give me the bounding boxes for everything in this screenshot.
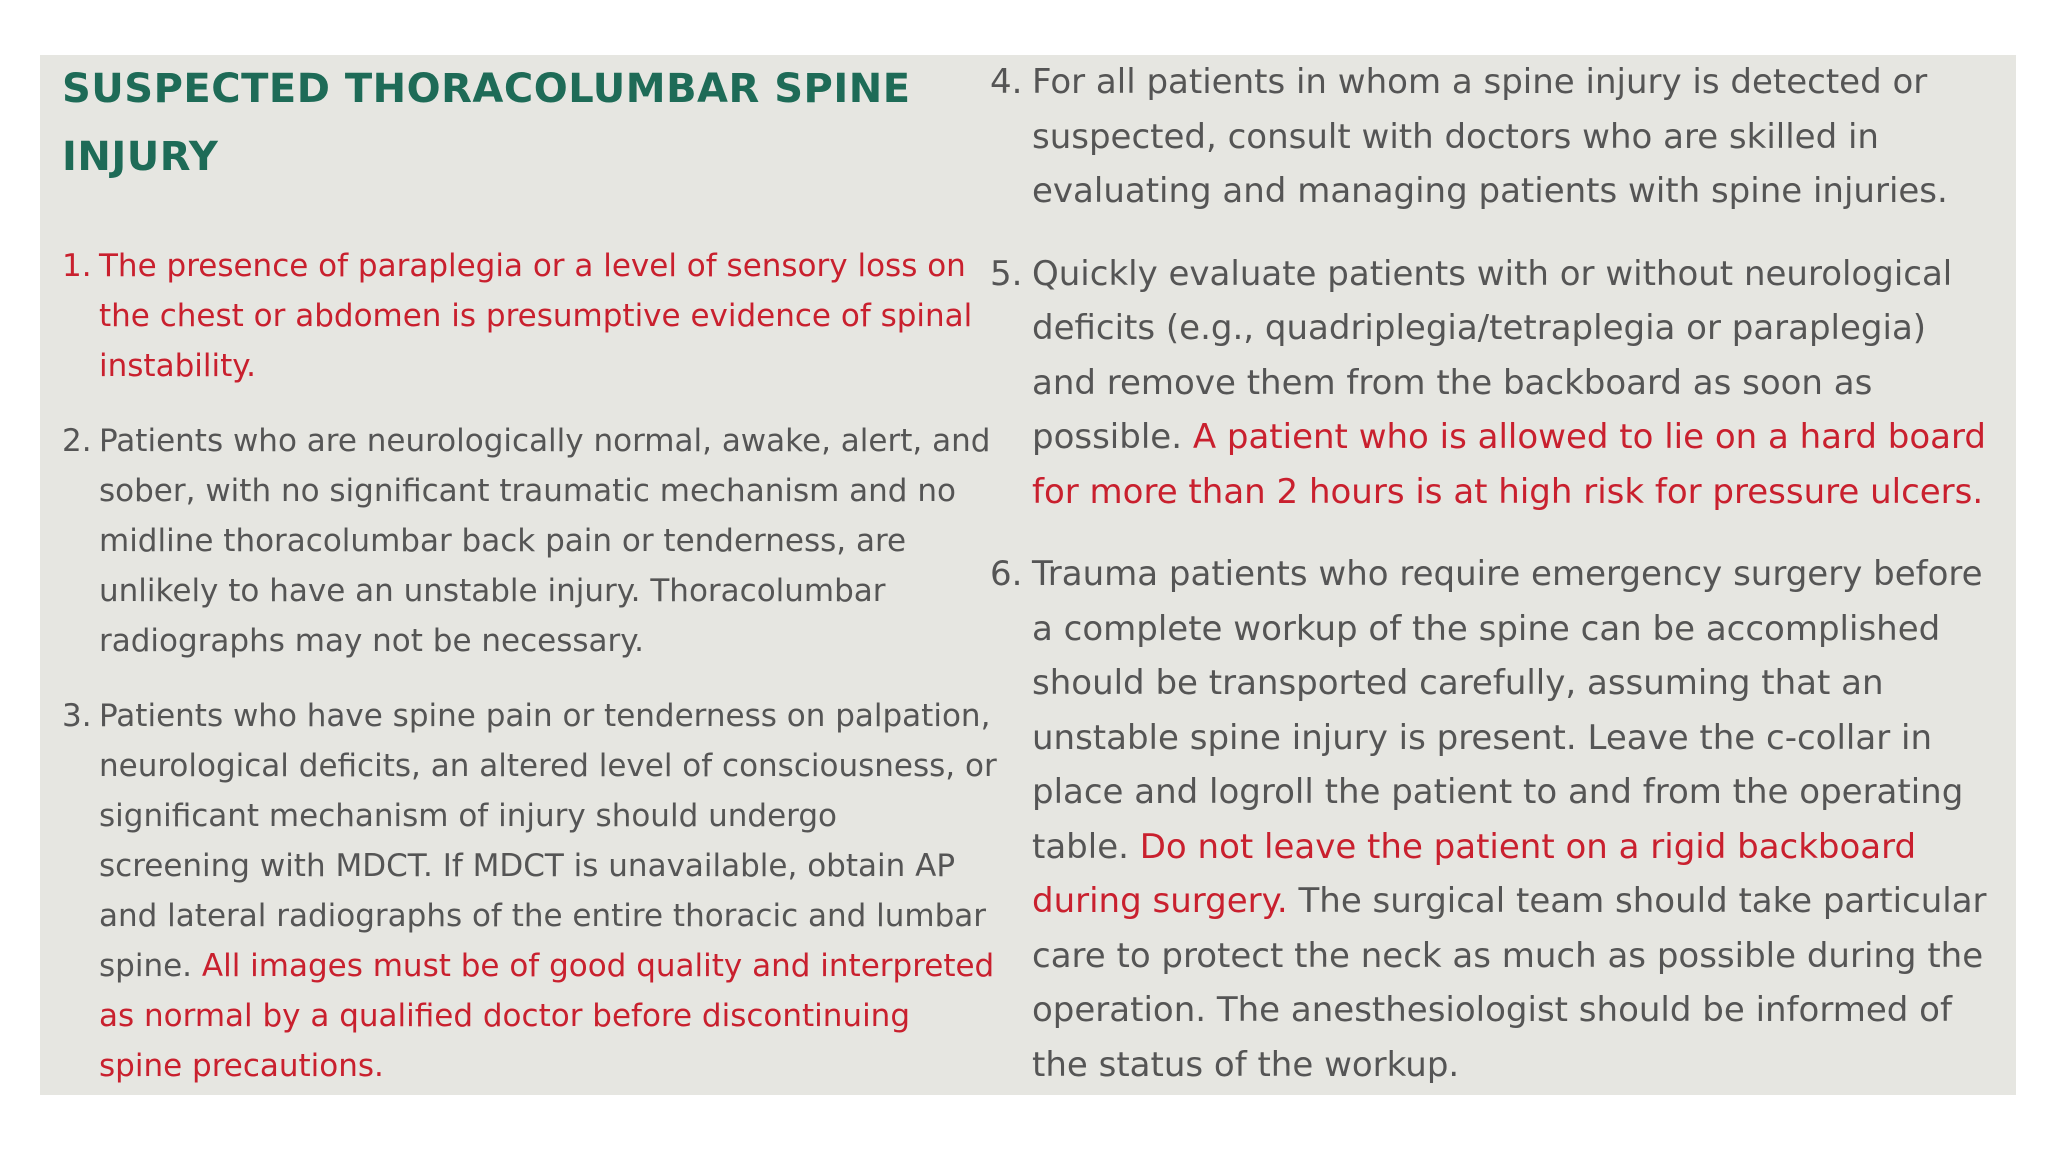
body-text: Patients who are neurologically normal, awake, alert, and sober, with no significant traumatic mechanism and no midline thoracolumbar back pain or tenderness, are unlikely to have an unstable injury. Thoracolumbar radiographs may not be necessary. (99, 423, 991, 659)
body-text: For all patients in whom a spine injury is detected or suspected, consult with doctors who are skilled in evaluating and managing patients with spine injuries. (1032, 62, 1948, 211)
body-text: Trauma patients who require emergency surgery before a complete workup of the spine can be accomplished should be transported carefully, assuming that an unstable spine injury is present. Leave the c-collar in place and logroll the patient to and from the operating table. (1032, 554, 1983, 867)
left-item-list (62, 241, 997, 1091)
item-text (99, 416, 997, 666)
body-text: Quickly evaluate patients with or without neurological deficits (e.g., quadriplegia/tetraplegia or paraplegia) and remove them from the backboard as soon as possible. (1032, 253, 1953, 457)
highlighted-text: A patient who is allowed to lie on a hard board for more than 2 hours is at high risk for pressure ulcers. (1032, 417, 1986, 512)
list-item-6 (990, 547, 2000, 1092)
item-number: 5. (990, 253, 1023, 294)
item-number: 4. (990, 62, 1023, 102)
list-item-1 (62, 241, 997, 391)
item-number: 1. (62, 248, 92, 284)
content-panel (40, 55, 2016, 1095)
body-text: The surgical team should take particular care to protect the neck as much as possible during the operation. The anesthesiologist should be informed of the status of the workup. (1032, 881, 1987, 1085)
right-column (990, 55, 2000, 1092)
list-item-4 (990, 55, 2000, 219)
item-text (1032, 55, 2000, 219)
list-item-5 (990, 247, 2000, 520)
right-item-list (990, 55, 2000, 1092)
item-text (1032, 247, 2000, 520)
item-text (99, 691, 997, 1091)
item-text (99, 241, 997, 391)
item-number: 6. (990, 554, 1023, 594)
item-number: 2. (62, 423, 92, 459)
highlighted-text: Do not leave the patient on a rigid backboard during surgery. (1032, 826, 1917, 921)
highlighted-text: All images must be of good quality and interpreted as normal by a qualified doctor before discontinuing spine precautions. (99, 948, 995, 1084)
left-column (62, 55, 997, 1091)
list-item-2 (62, 416, 997, 666)
highlighted-text: The presence of paraplegia or a level of sensory loss on the chest or abdomen is presumptive evidence of spinal instability. (99, 248, 973, 384)
list-item-3 (62, 691, 997, 1091)
section-title: SUSPECTED THORACOLUMBAR SPINE INJURY (62, 66, 911, 180)
item-text (1032, 547, 2000, 1092)
item-number: 3. (62, 698, 92, 734)
body-text: Patients who have spine pain or tenderness on palpation, neurological deficits, an altered level of consciousness, or significant mechanism of injury should undergo screening with MDCT. If MDCT is unavailable, obtain AP and lateral radiographs of the entire thoracic and lumbar spine. (99, 698, 997, 984)
